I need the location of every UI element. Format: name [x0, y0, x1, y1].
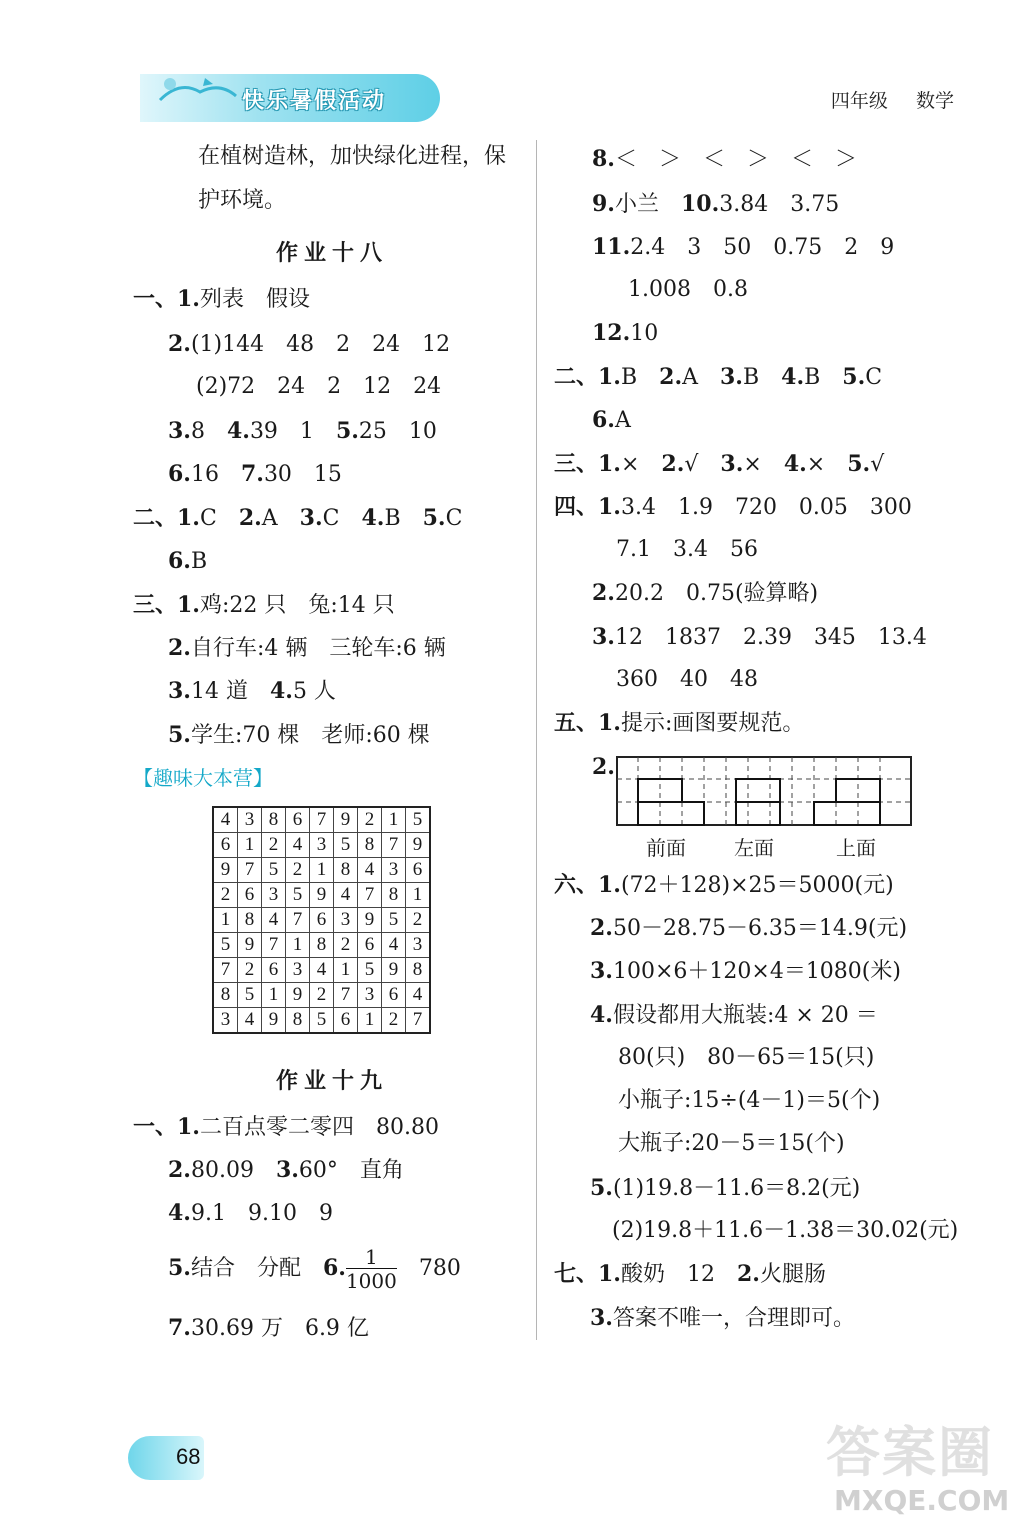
grid-cell: 8	[310, 933, 334, 958]
answer-line: 6.16 7.30 15	[168, 461, 342, 487]
grid-cell: 9	[238, 933, 262, 958]
grid-cell: 3	[310, 833, 334, 858]
grid-cell: 4	[213, 807, 238, 833]
grid-cell: 8	[334, 858, 358, 883]
grid-cell: 6	[238, 883, 262, 908]
fraction: $\frac{1}{1000}$	[345, 1244, 397, 1293]
grid-cell: 9	[406, 833, 431, 858]
answer-line: 2.80.09 3.60° 直角	[168, 1157, 404, 1183]
grid-cell: 3	[213, 1008, 238, 1034]
grid-cell: 1	[406, 883, 431, 908]
grid-cell: 6	[310, 908, 334, 933]
grid-cell: 7	[262, 933, 286, 958]
grid-cell: 9	[262, 1008, 286, 1034]
answer-line: 五、1.提示:画图要规范。	[554, 710, 805, 736]
grid-cell: 7	[286, 908, 310, 933]
grid-cell: 2	[358, 807, 382, 833]
grid-row	[213, 807, 430, 833]
page-number: 68	[176, 1444, 201, 1469]
answer-line: 9.小兰 10.3.84 3.75	[592, 191, 840, 217]
grid-cell: 3	[382, 858, 406, 883]
grid-cell: 7	[238, 858, 262, 883]
answer-line: 3.8 4.39 1 5.25 10	[168, 418, 437, 444]
grid-cell: 2	[310, 983, 334, 1008]
answer-line: 4.9.1 9.10 9	[168, 1200, 333, 1226]
grid-cell: 2	[286, 858, 310, 883]
view-label-front: 前面	[646, 836, 686, 860]
answer-line: 小瓶子:15÷(4－1)＝5(个)	[618, 1088, 881, 1113]
answer-line: 二、1.B 2.A 3.B 4.B 5.C	[554, 364, 883, 390]
grid-cell: 9	[334, 807, 358, 833]
answer-line: 2.	[592, 754, 615, 780]
grid-cell: 4	[382, 933, 406, 958]
grid-cell: 5	[406, 807, 431, 833]
grid-cell: 3	[358, 983, 382, 1008]
answer-line: 三、1.× 2.√ 3.× 4.× 5.√	[554, 451, 885, 477]
grid-cell: 6	[334, 1008, 358, 1034]
grid-cell: 1	[213, 908, 238, 933]
watermark-url: MXQE.COM	[834, 1484, 1010, 1517]
answer-line: 3.14 道 4.5 人	[168, 678, 336, 704]
answer-line: 大瓶子:20－5＝15(个)	[618, 1131, 845, 1156]
answer-line: 12.10	[592, 320, 659, 346]
grid-cell: 9	[213, 858, 238, 883]
grid-cell: 6	[213, 833, 238, 858]
grid-cell: 4	[286, 833, 310, 858]
grid-row	[213, 833, 430, 858]
grid-cell: 3	[334, 908, 358, 933]
grid-cell: 8	[238, 908, 262, 933]
answer-line: 3.答案不唯一，合理即可。	[590, 1305, 855, 1331]
grid-cell: 8	[213, 983, 238, 1008]
grid-cell: 7	[213, 958, 238, 983]
grid-row	[213, 933, 430, 958]
section-heading-19: 作业十九	[276, 1069, 389, 1094]
answer-line: 6.A	[592, 407, 631, 433]
answer-line: 二、1.C 2.A 3.C 4.B 5.C	[133, 505, 463, 531]
grid-cell: 1	[334, 958, 358, 983]
answer-line: 4.假设都用大瓶装:4 × 20 ＝	[590, 1002, 878, 1028]
answer-line: 2.20.2 0.75(验算略)	[592, 580, 819, 606]
answer-line: (2)72 24 2 12 24	[196, 374, 442, 399]
grade-label: 四年级	[830, 90, 888, 112]
grid-cell: 5	[310, 1008, 334, 1034]
answer-line: 2.50－28.75－6.35＝14.9(元)	[590, 915, 908, 941]
number-grid	[212, 806, 431, 1034]
grid-cell: 8	[406, 958, 431, 983]
subject-label: 数学	[915, 90, 954, 112]
grid-row	[213, 883, 430, 908]
grid-cell: 8	[262, 807, 286, 833]
view-label-left: 左面	[734, 836, 774, 860]
book-title: 快乐暑假活动	[242, 89, 387, 114]
three-views-diagram	[616, 756, 912, 826]
grid-cell: 1	[262, 983, 286, 1008]
grid-cell: 5	[358, 958, 382, 983]
grid-cell: 4	[238, 1008, 262, 1034]
grid-cell: 3	[286, 958, 310, 983]
answer-line: 80(只) 80－65＝15(只)	[618, 1045, 875, 1070]
grid-cell: 2	[238, 958, 262, 983]
grid-cell: 9	[310, 883, 334, 908]
grid-cell: 4	[310, 958, 334, 983]
answer-line: 8.＜ ＞ ＜ ＞ ＜ ＞	[592, 146, 857, 172]
grid-row	[213, 908, 430, 933]
text-line: 护环境。	[198, 188, 287, 213]
answer-line: 6.B	[168, 548, 208, 574]
answer-line: 11.2.4 3 50 0.75 2 9	[592, 234, 895, 260]
grid-cell: 3	[262, 883, 286, 908]
answer-line: 1.008 0.8	[628, 277, 748, 302]
grid-cell: 5	[213, 933, 238, 958]
column-divider	[536, 140, 537, 1340]
grid-cell: 7	[358, 883, 382, 908]
grid-cell: 1	[382, 807, 406, 833]
grid-cell: 1	[310, 858, 334, 883]
text-line: 在植树造林，加快绿化进程，保	[198, 144, 507, 169]
grid-cell: 9	[382, 958, 406, 983]
grid-cell: 2	[262, 833, 286, 858]
grade-subject	[809, 86, 954, 113]
grid-cell: 5	[262, 858, 286, 883]
answer-line: 5.(1)19.8－11.6＝8.2(元)	[590, 1175, 861, 1201]
answer-line: (2)19.8＋11.6－1.38＝30.02(元)	[612, 1218, 959, 1243]
answer-line: 3.100×6＋120×4＝1080(米)	[590, 958, 901, 984]
grid-cell: 8	[286, 1008, 310, 1034]
grid-row	[213, 983, 430, 1008]
watermark	[826, 1400, 1010, 1530]
grid-cell: 6	[286, 807, 310, 833]
grid-cell: 5	[334, 833, 358, 858]
beach-decoration-icon	[150, 70, 240, 110]
grid-row	[213, 1008, 430, 1034]
grid-cell: 7	[382, 833, 406, 858]
watermark-logo-text: 答案圈	[826, 1421, 994, 1484]
grid-cell: 6	[262, 958, 286, 983]
grid-cell: 1	[286, 933, 310, 958]
grid-cell: 5	[382, 908, 406, 933]
answer-line: 六、1.(72＋128)×25＝5000(元)	[554, 872, 894, 898]
grid-cell: 2	[382, 1008, 406, 1034]
grid-cell: 4	[406, 983, 431, 1008]
grid-cell: 3	[406, 933, 431, 958]
grid-row	[213, 858, 430, 883]
grid-cell: 2	[334, 933, 358, 958]
answer-line: 5.学生:70 棵 老师:60 棵	[168, 722, 430, 748]
grid-cell: 9	[358, 908, 382, 933]
grid-cell: 1	[238, 833, 262, 858]
grid-cell: 1	[358, 1008, 382, 1034]
grid-cell: 2	[406, 908, 431, 933]
grid-cell: 5	[238, 983, 262, 1008]
grid-cell: 6	[382, 983, 406, 1008]
grid-cell: 7	[406, 1008, 431, 1034]
answer-line: 四、1.3.4 1.9 720 0.05 300	[554, 494, 912, 520]
grid-cell: 6	[406, 858, 431, 883]
answer-line: 7.1 3.4 56	[616, 537, 758, 562]
answer-line: 2.(1)144 48 2 24 12	[168, 331, 451, 357]
grid-cell: 7	[334, 983, 358, 1008]
grid-row	[213, 958, 430, 983]
answer-line: 一、1.列表 假设	[133, 286, 310, 312]
view-label-top: 上面	[836, 836, 876, 860]
answer-line: 2.自行车:4 辆 三轮车:6 辆	[168, 635, 446, 661]
answer-line: 一、1.二百点零二零四 80.80	[133, 1114, 439, 1140]
grid-cell: 9	[286, 983, 310, 1008]
grid-cell: 7	[310, 807, 334, 833]
grid-cell: 5	[286, 883, 310, 908]
answer-line: 三、1.鸡:22 只 兔:14 只	[133, 592, 395, 618]
answer-line: 七、1.酸奶 12 2.火腿肠	[554, 1261, 826, 1287]
grid-cell: 3	[238, 807, 262, 833]
grid-cell: 4	[334, 883, 358, 908]
answer-line: 360 40 48	[616, 667, 758, 692]
answer-line: 7.30.69 万 6.9 亿	[168, 1315, 369, 1341]
grid-cell: 4	[262, 908, 286, 933]
grid-cell: 2	[213, 883, 238, 908]
section-heading-18: 作业十八	[276, 241, 389, 266]
grid-cell: 4	[358, 858, 382, 883]
answer-line: 3.12 1837 2.39 345 13.4	[592, 624, 927, 650]
grid-cell: 8	[358, 833, 382, 858]
fun-section-tag: 【趣味大本营】	[133, 766, 273, 790]
grid-cell: 8	[382, 883, 406, 908]
grid-cell: 6	[358, 933, 382, 958]
answer-line: 5.结合 分配 6. $\frac{1}{1000}$ 780	[168, 1244, 461, 1293]
